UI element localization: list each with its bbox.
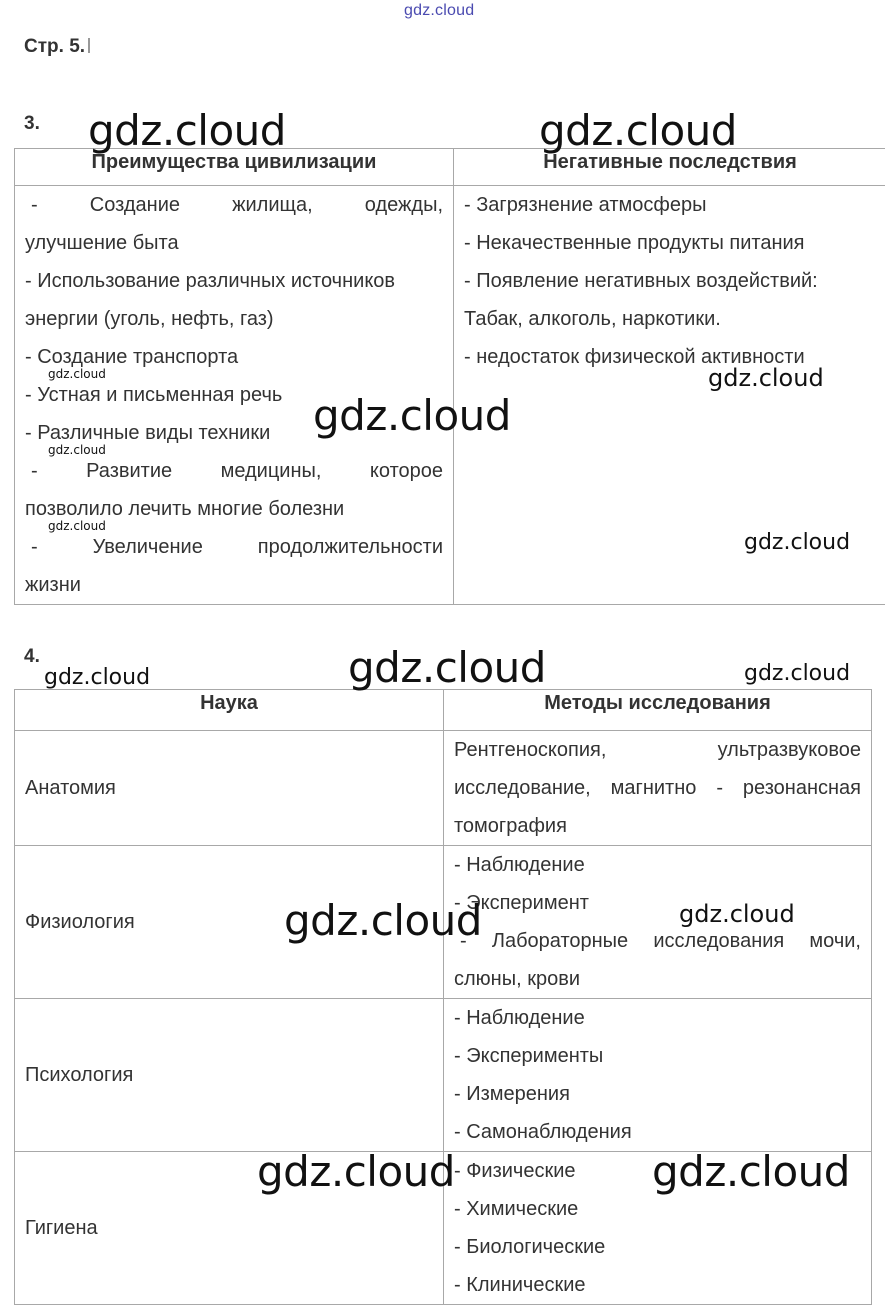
watermark: gdz.cloud xyxy=(679,900,795,928)
method-line: - Эксперимент xyxy=(454,892,589,914)
advantage-line: - Различные виды техники xyxy=(25,422,271,444)
negative-line: - Появление негативных воздействий: xyxy=(464,270,818,292)
watermark: gdz.cloud xyxy=(539,106,737,155)
negative-line: Табак, алкоголь, наркотики. xyxy=(464,308,721,330)
task-4-table xyxy=(14,689,872,1305)
advantage-line: - Развитие медицины, которое xyxy=(31,460,443,482)
method-line: томография xyxy=(454,815,567,837)
page-label xyxy=(24,36,90,58)
task-3-header-advantages: Преимущества цивилизации xyxy=(15,149,454,186)
watermark: gdz.cloud xyxy=(44,665,151,690)
watermark: gdz.cloud xyxy=(744,530,851,555)
advantage-line: жизни xyxy=(25,574,81,596)
watermark: gdz.cloud xyxy=(48,443,106,457)
advantage-line: - Создание жилища, одежды, xyxy=(31,194,443,216)
watermark: gdz.cloud xyxy=(313,391,511,440)
watermark: gdz.cloud xyxy=(348,643,546,692)
method-line: Рентгеноскопия, ультразвуковое xyxy=(454,739,861,761)
method-line: - Наблюдение xyxy=(454,1007,585,1029)
science-cell: Психология xyxy=(15,999,444,1152)
advantage-line: - Устная и письменная речь xyxy=(25,384,283,406)
advantage-line: энергии (уголь, нефть, газ) xyxy=(25,308,274,330)
advantage-line: - Создание транспорта xyxy=(25,346,239,368)
methods-cell xyxy=(444,731,872,846)
task-4-header-science: Наука xyxy=(15,690,444,731)
method-line: исследование, магнитно - резонансная xyxy=(454,777,861,799)
science-cell: Анатомия xyxy=(15,731,444,846)
method-line: - Лабораторные исследования мочи, xyxy=(460,930,861,952)
task-4-number: 4. xyxy=(24,646,40,667)
watermark: gdz.cloud xyxy=(257,1147,455,1196)
task-3-number: 3. xyxy=(24,113,40,134)
method-line: - Наблюдение xyxy=(454,854,585,876)
page-label-text: Стр. 5. xyxy=(24,36,86,57)
watermark: gdz.cloud xyxy=(744,661,851,686)
method-line: - Самонаблюдения xyxy=(454,1121,632,1143)
method-line: слюны, крови xyxy=(454,968,580,990)
watermark: gdz.cloud xyxy=(88,106,286,155)
methods-cell xyxy=(444,999,872,1152)
watermark: gdz.cloud xyxy=(284,896,482,945)
watermark: gdz.cloud xyxy=(652,1147,850,1196)
cursor-marker xyxy=(88,38,90,53)
watermark: gdz.cloud xyxy=(708,364,824,392)
advantage-line: улучшение быта xyxy=(25,232,179,254)
negative-line: - недостаток физической активности xyxy=(464,346,805,368)
method-line: - Клинические xyxy=(454,1274,586,1296)
top-watermark: gdz.cloud xyxy=(404,2,475,19)
science-cell: Гигиена xyxy=(15,1152,444,1305)
method-line: - Химические xyxy=(454,1198,579,1220)
method-line: - Эксперименты xyxy=(454,1045,604,1067)
methods-cell xyxy=(444,846,872,999)
advantage-line: - Использование различных источников xyxy=(25,270,396,292)
method-line: - Измерения xyxy=(454,1083,570,1105)
advantage-line: - Увеличение продолжительности xyxy=(31,536,443,558)
advantage-line: позволило лечить многие болезни xyxy=(25,498,345,520)
method-line: - Биологические xyxy=(454,1236,606,1258)
task-4-header-methods: Методы исследования xyxy=(444,690,872,731)
negative-line: - Некачественные продукты питания xyxy=(464,232,805,254)
watermark: gdz.cloud xyxy=(48,519,106,533)
science-cell: Физиология xyxy=(15,846,444,999)
watermark: gdz.cloud xyxy=(48,367,106,381)
method-line: - Физические xyxy=(454,1160,576,1182)
task-3-header-negatives: Негативные последствия xyxy=(454,149,885,186)
negative-line: - Загрязнение атмосферы xyxy=(464,194,707,216)
